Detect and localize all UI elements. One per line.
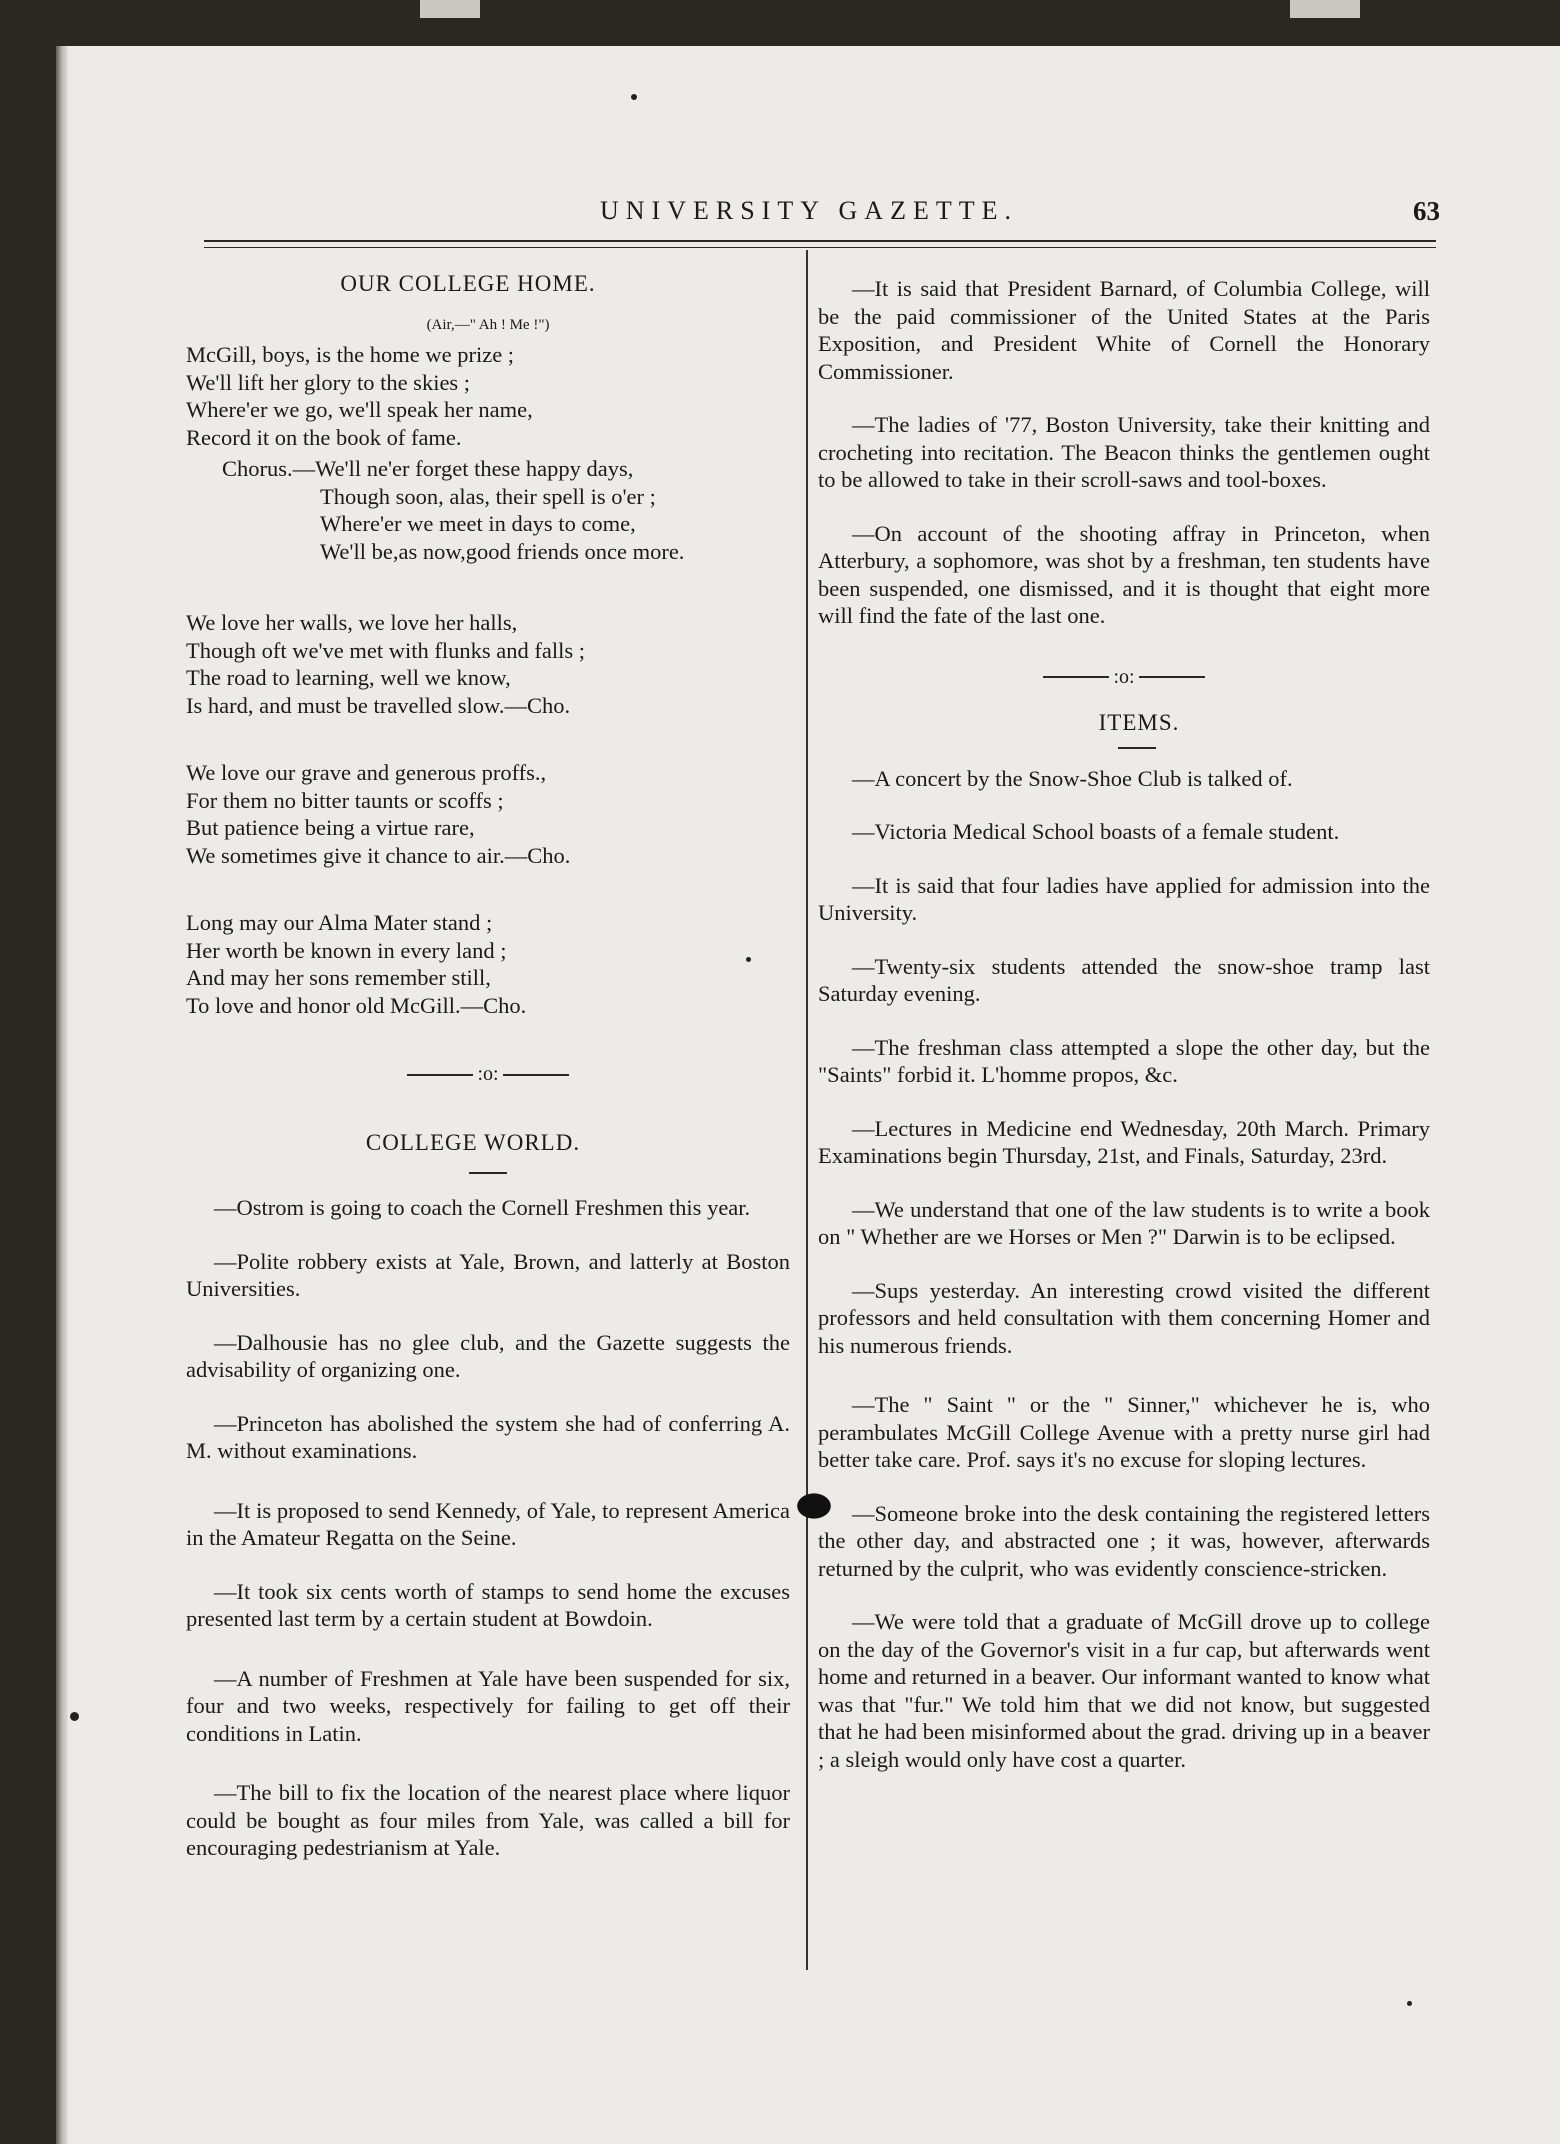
poem-line: We'll lift her glory to the skies ; (186, 369, 471, 395)
college-world-item: —Ostrom is going to coach the Cornell Freshmen this year. (214, 1195, 751, 1220)
poem-stanza-2 (186, 609, 790, 719)
items-entry: —We understand that one of the law students is to write a book on " Whether are we Horses or Men ?" Darwin is to be eclipsed. (818, 1196, 1430, 1249)
page-number: 63 (1413, 196, 1440, 226)
items-entry: —A concert by the Snow-Shoe Club is talked of. (852, 765, 1293, 791)
publication-title: UNIVERSITY GAZETTE. (600, 196, 1018, 225)
ink-smudge (797, 1493, 831, 1518)
poem (186, 270, 790, 1019)
items-entry: —Sups yesterday. An interesting crowd visited the different professors and held consultation with them concerning Homer and his numerous friends. (818, 1277, 1430, 1358)
items-entry: —The " Saint " or the " Sinner," whichever he is, who perambulates McGill College Avenue with a pretty nurse girl had better take care. Prof. says it's no excuse for sloping lectures. (818, 1392, 1430, 1472)
running-header (210, 196, 1440, 236)
college-world-item: —Dalhousie has no glee club, and the Gazette suggests the advisability of organizing one. (186, 1329, 790, 1382)
page-edge-shadow (56, 46, 68, 2144)
items-list (818, 765, 1430, 1774)
news-item: —The ladies of '77, Boston University, take their knitting and crocheting into recitation. The Beacon thinks the gentlemen ought to be allowed to take in their scroll-saws and tool-boxes. (818, 412, 1430, 492)
header-rule-thin (204, 247, 1436, 248)
poem-line: Record it on the book of fame. (186, 424, 462, 450)
right-column (818, 275, 1430, 1773)
poem-line: We sometimes give it chance to air.—Cho. (186, 842, 571, 868)
poem-line: McGill, boys, is the home we prize ; (186, 342, 515, 367)
items-entry: —Someone broke into the desk containing the registered letters the other day, and abstracted one ; it was, however, afterwards returned by the culprit, who was evidently conscience-stricken. (818, 1500, 1430, 1581)
poem-line: We'll be,as now,good friends once more. (320, 538, 685, 564)
ink-speck (746, 957, 751, 962)
college-world-item: —The bill to fix the location of the nearest place where liquor could be bought as four miles from Yale, was called a bill for encouraging pedestrianism at Yale. (186, 1780, 790, 1860)
college-world-item: —It is proposed to send Kennedy, of Yale, to represent America in the Amateur Regatta on the Seine. (186, 1497, 790, 1550)
poem-line: Though oft we've met with flunks and falls ; (186, 637, 585, 663)
poem-line: Where'er we meet in days to come, (320, 511, 636, 536)
poem-stanza-1 (186, 341, 790, 451)
poem-chorus (186, 455, 790, 565)
poem-line: The road to learning, well we know, (186, 665, 511, 690)
poem-line: But patience being a virtue rare, (186, 815, 475, 840)
ink-speck (70, 1712, 79, 1721)
ink-speck (1407, 2001, 1412, 2006)
poem-stanza-4 (186, 909, 790, 1019)
poem-line: We love our grave and generous proffs., (186, 760, 547, 785)
poem-line: Her worth be known in every land ; (186, 937, 507, 963)
poem-stanza-3 (186, 759, 790, 869)
ink-speck (631, 94, 637, 100)
section-separator: :o: (186, 1059, 790, 1089)
news-item: —On account of the shooting affray in Princeton, when Atterbury, a sophomore, was shot by a freshman, ten students have been suspended, one dismissed, and it is thought that eight more will find the fate of the last one. (818, 520, 1430, 628)
college-world-item: —Polite robbery exists at Yale, Brown, and latterly at Boston Universities. (186, 1248, 790, 1301)
items-entry: —It is said that four ladies have applied for admission into the University. (818, 872, 1430, 925)
items-entry: —Victoria Medical School boasts of a female student. (852, 819, 1340, 844)
items-title: ITEMS. (1098, 710, 1180, 735)
items-entry: —Lectures in Medicine end Wednesday, 20th March. Primary Examinations begin Thursday, 21st, and Finals, Saturday, 23rd. (818, 1115, 1430, 1168)
news-item: —It is said that President Barnard, of Columbia College, will be the paid commissioner of the United States at the Paris Exposition, and President White of Cornell the Honorary Commissioner. (818, 276, 1430, 384)
paper-tear (1290, 0, 1360, 18)
header-rule (204, 240, 1436, 242)
title-dash (1118, 747, 1156, 749)
poem-title: OUR COLLEGE HOME. (340, 271, 596, 296)
poem-line: Long may our Alma Mater stand ; (186, 910, 493, 935)
poem-line: For them no bitter taunts or scoffs ; (186, 787, 504, 813)
poem-line: We love her walls, we love her halls, (186, 610, 518, 635)
college-world-list (186, 1194, 790, 1862)
items-entry: —Twenty-six students attended the snow-shoe tramp last Saturday evening. (818, 953, 1430, 1006)
section-separator: :o: (818, 662, 1430, 692)
poem-line: Where'er we go, we'll speak her name, (186, 397, 533, 422)
column-divider (806, 250, 808, 1970)
paper-tear (420, 0, 480, 18)
chorus-lead: Chorus.—We'll ne'er forget these happy days, (222, 456, 634, 481)
college-world-title: COLLEGE WORLD. (365, 1129, 581, 1155)
college-world-item: —It took six cents worth of stamps to send home the excuses presented last term by a certain student at Bowdoin. (186, 1578, 790, 1631)
items-entry: —We were told that a graduate of McGill drove up to college on the day of the Governor's visit in a fur cap, but afterwards went home and returned in a beaver. Our informant wanted to know what was that "fur." We told him that we did not know, but suggested that he had been misinformed about the grad. driving up in a beaver ; a sleigh would only have cost a quarter. (818, 1609, 1430, 1772)
title-dash (469, 1172, 507, 1174)
poem-line: To love and honor old McGill.—Cho. (186, 992, 527, 1018)
poem-line: Is hard, and must be travelled slow.—Cho. (186, 692, 571, 718)
poem-line: Though soon, alas, their spell is o'er ; (320, 483, 656, 509)
left-column (186, 270, 790, 1862)
poem-line: And may her sons remember still, (186, 965, 491, 990)
poem-air: (Air,—" Ah ! Me !") (426, 316, 550, 333)
college-world-item: —Princeton has abolished the system she had of conferring A. M. without examinations. (186, 1410, 790, 1463)
college-world-item: —A number of Freshmen at Yale have been suspended for six, four and two weeks, respectively for failing to get off their conditions in Latin. (186, 1665, 790, 1746)
items-entry: —The freshman class attempted a slope the other day, but the "Saints" forbid it. L'homme propos, &c. (818, 1034, 1430, 1087)
